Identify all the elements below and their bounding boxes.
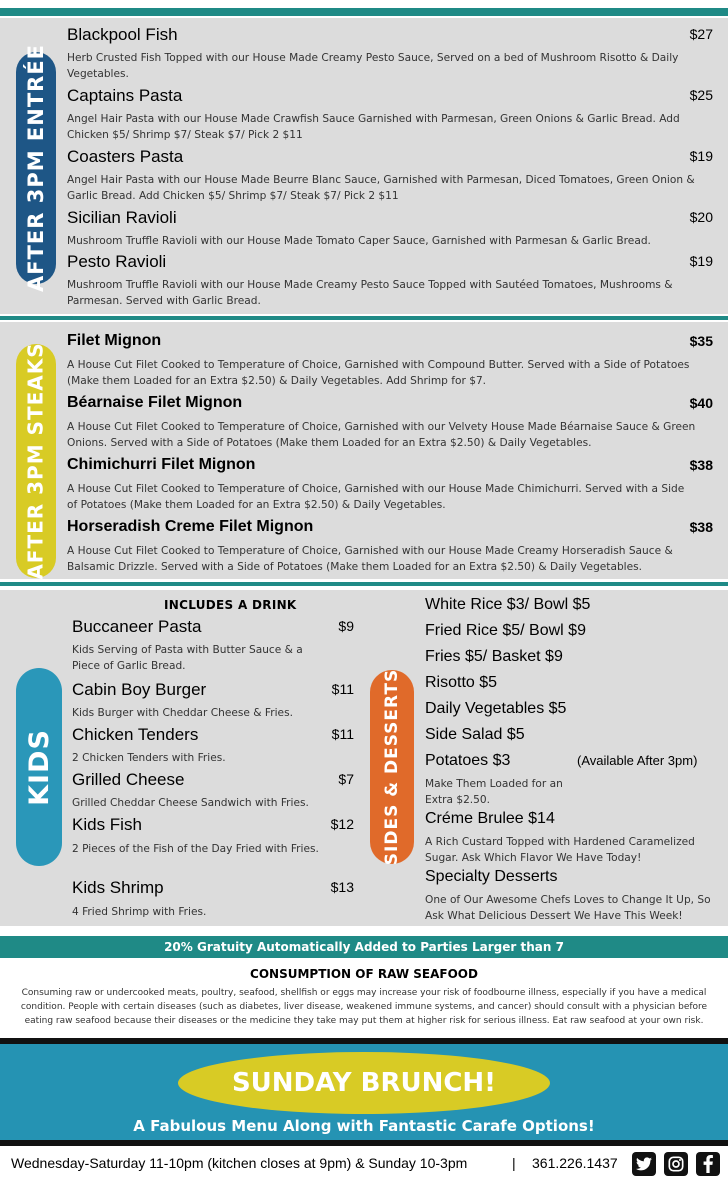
menu-item-desc: Herb Crusted Fish Topped with our House Made Creamy Pesto Sauce, Served on a bed of Mushroom Risotto & Daily Vegetables. bbox=[67, 52, 679, 80]
sides-tab-label: SIDES & DESSERTS bbox=[382, 668, 402, 866]
side-item-desc: One of Our Awesome Chefs Loves to Change It Up, So Ask What Delicious Dessert We Have This Week! bbox=[425, 894, 711, 922]
side-item-name: Daily Vegetables $5 bbox=[425, 700, 567, 717]
menu-item-name: Chicken Tenders bbox=[72, 725, 199, 744]
menu-item-name: Captains Pasta bbox=[67, 86, 183, 105]
menu-item-name: Kids Shrimp bbox=[72, 878, 164, 897]
facebook-icon[interactable] bbox=[696, 1152, 720, 1176]
phone-number[interactable]: 361.226.1437 bbox=[532, 1155, 618, 1171]
menu-item-name: Grilled Cheese bbox=[72, 770, 185, 789]
divider bbox=[0, 316, 728, 320]
menu-item-name: Horseradish Creme Filet Mignon bbox=[67, 518, 314, 535]
side-item-note: (Available After 3pm) bbox=[577, 753, 698, 768]
entree-tab bbox=[16, 43, 56, 293]
twitter-icon[interactable] bbox=[632, 1152, 656, 1176]
hours-text: Wednesday-Saturday 11-10pm (kitchen closes at 9pm) & Sunday 10-3pm bbox=[11, 1155, 468, 1171]
menu-item-price: $27 bbox=[689, 26, 713, 42]
top-bar bbox=[0, 8, 728, 16]
menu-item-desc: Kids Serving of Pasta with Butter Sauce & a Piece of Garlic Bread. bbox=[72, 644, 303, 672]
menu-item-name: Buccaneer Pasta bbox=[72, 617, 202, 636]
menu-item-price: $38 bbox=[689, 519, 713, 535]
steaks-tab bbox=[16, 344, 56, 578]
menu-item-desc: A House Cut Filet Cooked to Temperature of Choice, Garnished with our Velvety House Made Béarnaise Sauce & Green Onions. Served with a Side of Potatoes (Make them Loaded for an Extra $2.50) & Daily Vegetables. bbox=[67, 421, 696, 449]
menu-item-name: Cabin Boy Burger bbox=[72, 680, 207, 699]
menu-item-desc: 4 Fried Shrimp with Fries. bbox=[72, 906, 207, 918]
side-item-name: Risotto $5 bbox=[425, 674, 498, 691]
gratuity-text: 20% Gratuity Automatically Added to Parties Larger than 7 bbox=[164, 940, 564, 954]
steaks-tab-label: AFTER 3PM STEAKS bbox=[24, 342, 48, 580]
side-item-name: Fries $5/ Basket $9 bbox=[425, 648, 563, 665]
menu-item-name: Sicilian Ravioli bbox=[67, 208, 177, 227]
menu-item-desc: Mushroom Truffle Ravioli with our House Made Creamy Pesto Sauce Topped with Sautéed Tomatoes, Mushrooms & Parmesan. Served with Garlic Bread. bbox=[67, 279, 673, 307]
side-item-name: Créme Brulee $14 bbox=[425, 810, 555, 827]
side-item-desc: Make Them Loaded for an Extra $2.50. bbox=[425, 778, 563, 806]
menu-item-name: Coasters Pasta bbox=[67, 147, 184, 166]
brunch-subtitle: A Fabulous Menu Along with Fantastic Carafe Options! bbox=[133, 1117, 595, 1135]
sides-tab bbox=[370, 670, 414, 864]
kids-tab bbox=[16, 668, 62, 866]
side-item-name: Side Salad $5 bbox=[425, 726, 525, 743]
menu-item-desc: A House Cut Filet Cooked to Temperature of Choice, Garnished with Compound Butter. Served with a Side of Potatoes (Make them Loaded for an Extra $2.50) & Daily Vegetables. Add Shrimp for $7. bbox=[67, 359, 690, 387]
menu-item-price: $7 bbox=[338, 771, 354, 787]
menu-item-price: $35 bbox=[689, 333, 713, 349]
menu-item-name: Filet Mignon bbox=[67, 332, 162, 349]
menu-item-name: Béarnaise Filet Mignon bbox=[67, 394, 243, 411]
menu-item-price: $25 bbox=[689, 87, 713, 103]
side-item-name: Specialty Desserts bbox=[425, 868, 558, 885]
menu-item-desc: A House Cut Filet Cooked to Temperature of Choice, Garnished with our House Made Creamy Horseradish Sauce & Balsamic Drizzle. Served with a Side of Potatoes (Make them Loaded for an Extra $2.50) & Daily Vegetables. bbox=[67, 545, 673, 573]
menu-item-name: Pesto Ravioli bbox=[67, 252, 167, 271]
menu-item-desc: Grilled Cheddar Cheese Sandwich with Fries. bbox=[72, 797, 309, 809]
brunch-oval bbox=[178, 1052, 550, 1114]
menu-item-name: Kids Fish bbox=[72, 815, 142, 834]
kids-tab-label: KIDS bbox=[23, 728, 55, 806]
gratuity-banner bbox=[0, 936, 728, 958]
side-item-name: Potatoes $3 bbox=[425, 752, 511, 769]
menu-item-price: $11 bbox=[331, 726, 354, 742]
menu-item-price: $40 bbox=[689, 395, 713, 411]
side-item-desc: A Rich Custard Topped with Hardened Caramelized Sugar. Ask Which Flavor We Have Today! bbox=[425, 836, 695, 864]
kids-header: INCLUDES A DRINK bbox=[164, 598, 297, 612]
side-item-name: Fried Rice $5/ Bowl $9 bbox=[425, 622, 586, 639]
menu-item-desc: 2 Chicken Tenders with Fries. bbox=[72, 752, 226, 764]
divider bbox=[0, 582, 728, 586]
side-item-name: White Rice $3/ Bowl $5 bbox=[425, 596, 591, 613]
menu-item-price: $20 bbox=[689, 209, 713, 225]
menu-item-price: $12 bbox=[330, 816, 354, 832]
menu-item-price: $19 bbox=[689, 253, 713, 269]
menu-item-price: $19 bbox=[689, 148, 713, 164]
menu-item-price: $38 bbox=[689, 457, 713, 473]
menu-item-desc: Kids Burger with Cheddar Cheese & Fries. bbox=[72, 707, 293, 719]
brunch-title: SUNDAY BRUNCH! bbox=[231, 1068, 497, 1098]
menu-item-price: $13 bbox=[330, 879, 354, 895]
menu-item-price: $9 bbox=[338, 618, 354, 634]
brunch-bottom-bar bbox=[0, 1140, 728, 1146]
menu-item-name: Blackpool Fish bbox=[67, 25, 178, 44]
entree-tab-label: AFTER 3PM ENTRÉE bbox=[24, 43, 49, 293]
raw-seafood-title: CONSUMPTION OF RAW SEAFOOD bbox=[250, 967, 478, 981]
menu-item-desc: Angel Hair Pasta with our House Made Beurre Blanc Sauce, Garnished with Parmesan, Diced Tomatoes, Green Onion & Garlic Bread. Add Chicken $5/ Shrimp $7/ Steak $7/ Pick 2 $11 bbox=[67, 174, 695, 202]
menu-item-desc: Angel Hair Pasta with our House Made Crawfish Sauce Garnished with Parmesan, Green Onions & Garlic Bread. Add Chicken $5/ Shrimp $7/ Steak $7/ Pick 2 $11 bbox=[67, 113, 680, 141]
menu-item-desc: A House Cut Filet Cooked to Temperature of Choice, Garnished with our House Made Chimichurri. Served with a Side of Potatoes (Make them Loaded for an Extra $2.50) & Daily Vegetables. bbox=[67, 483, 685, 511]
menu-item-price: $11 bbox=[331, 681, 354, 697]
menu-item-name: Chimichurri Filet Mignon bbox=[67, 456, 256, 473]
instagram-icon[interactable] bbox=[664, 1152, 688, 1176]
footer-separator: | bbox=[512, 1155, 516, 1171]
raw-seafood-text: Consuming raw or undercooked meats, poultry, seafood, shellfish or eggs may increase your risk of foodbourne illness, especially if you have a medical condition. People with certain diseases (such as diabetes, liver disease, weakened immune systems, and cancer) should consult with a physician before eating raw seafood because their diseases or the medicine they take may put them at higher risk for serious illness. Eat raw seafood at your own risk. bbox=[20, 988, 708, 1026]
menu-item-desc: 2 Pieces of the Fish of the Day Fried with Fries. bbox=[72, 843, 319, 855]
menu-item-desc: Mushroom Truffle Ravioli with our House Made Tomato Caper Sauce, Garnished with Parmesan & Garlic Bread. bbox=[67, 235, 651, 247]
